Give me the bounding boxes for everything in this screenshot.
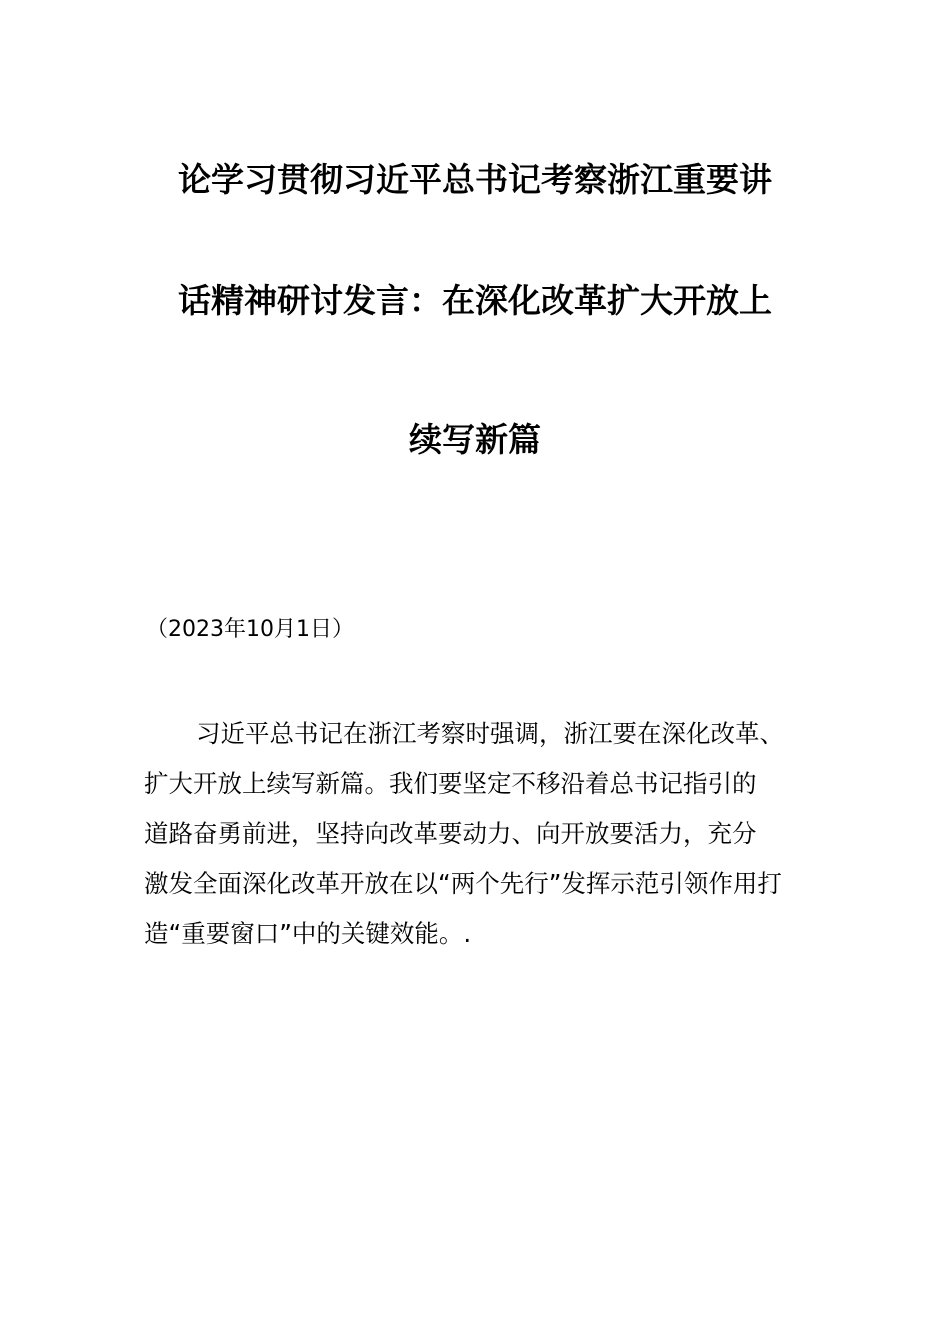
- paragraph-line-5: 造“重要窗口”中的关键效能。.: [144, 919, 472, 948]
- document-title-line-2: 话精神研讨发言：在深化改革扩大开放上: [178, 281, 772, 320]
- paragraph-line-2: 扩大开放上续写新篇。我们要坚定不移沿着总书记指引的: [144, 769, 757, 798]
- paragraph-line-4: 激发全面深化改革开放在以“两个先行”发挥示范引领作用打: [144, 869, 782, 898]
- paragraph-line-1: 习近平总书记在浙江考察时强调，浙江要在深化改革、: [196, 719, 784, 748]
- document-title-line-1: 论学习贯彻习近平总书记考察浙江重要讲: [178, 160, 772, 199]
- document-title-line-3: 续写新篇: [409, 420, 541, 459]
- paragraph-line-3: 道路奋勇前进，坚持向改革要动力、向开放要活力，充分: [144, 819, 757, 848]
- document-date: （2023年10月1日）: [146, 617, 354, 642]
- body-paragraph: [144, 709, 808, 959]
